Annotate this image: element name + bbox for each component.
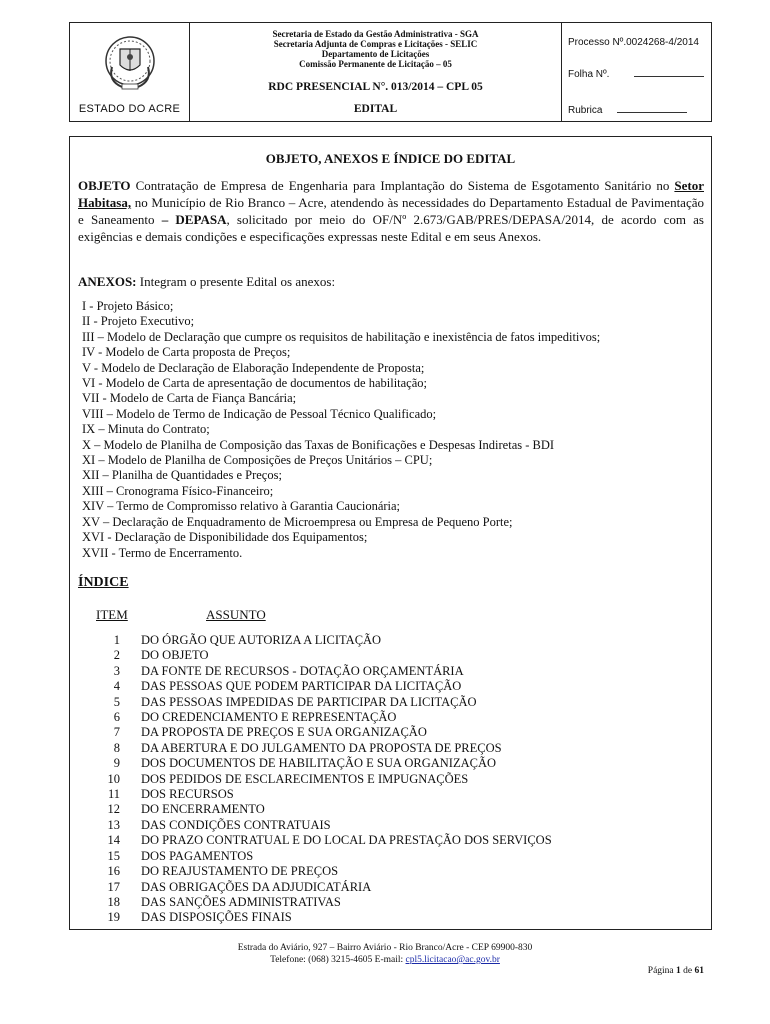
indice-title: ÍNDICE: [78, 575, 129, 590]
indice-item-number: 9: [113, 756, 120, 771]
indice-item-number: 14: [107, 833, 120, 848]
indice-item-number: 3: [113, 663, 120, 678]
anexos-label: ANEXOS:: [78, 274, 137, 289]
indice-row: [90, 833, 552, 848]
anexo-item: XIV – Termo de Compromisso relativo à Garantia Caucionária;: [82, 499, 401, 514]
indice-item-subject: DO PRAZO CONTRATUAL E DO LOCAL DA PRESTAÇÃO DOS SERVIÇOS: [141, 833, 552, 848]
item-column-header: ITEM: [96, 607, 128, 622]
indice-item-number: 18: [107, 894, 120, 909]
anexo-item: XVI - Declaração de Disponibilidade dos Equipamentos;: [82, 530, 368, 545]
indice-item-subject: DA PROPOSTA DE PREÇOS E SUA ORGANIZAÇÃO: [141, 725, 427, 740]
indice-item-subject: DAS OBRIGAÇÕES DA ADJUDICATÁRIA: [141, 879, 372, 894]
header-line-department: Departamento de Licitações: [321, 49, 430, 59]
state-emblem-cell: [70, 23, 190, 121]
acre-coat-of-arms-icon: [104, 35, 156, 95]
indice-row: [90, 910, 552, 925]
anexo-item: I - Projeto Básico;: [82, 299, 174, 313]
edital-body-box: [69, 136, 712, 930]
footer-phone: Telefone: (068) 3215-4605 E-mail:: [270, 955, 406, 965]
indice-row: [90, 849, 552, 864]
anexo-item: VI - Modelo de Carta de apresentação de documentos de habilitação;: [82, 376, 428, 391]
process-info-cell: [562, 23, 711, 121]
anexo-item: VIII – Modelo de Termo de Indicação de Pessoal Técnico Qualificado;: [82, 406, 437, 421]
indice-row: [90, 679, 552, 694]
indice-item-number: 6: [113, 710, 120, 725]
indice-item-number: 11: [107, 787, 120, 802]
indice-item-number: 8: [113, 740, 120, 755]
rubrica-field: [568, 103, 687, 116]
objeto-setor: Setor Habitasa,: [78, 178, 704, 210]
footer-address: Estrada do Aviário, 927 – Bairro Aviário - Rio Branco/Acre - CEP 69900-830: [237, 943, 533, 953]
anexos-list: [82, 299, 600, 561]
anexo-item: XV – Declaração de Enquadramento de Microempresa ou Empresa de Pequeno Porte;: [82, 514, 513, 529]
anexo-item: VII - Modelo de Carta de Fiança Bancária;: [82, 391, 297, 406]
anexos-intro-text: Integram o presente Edital os anexos:: [136, 274, 336, 289]
indice-item-subject: DOS DOCUMENTOS DE HABILITAÇÃO E SUA ORGANIZAÇÃO: [141, 756, 497, 771]
state-name: ESTADO DO ACRE: [78, 103, 181, 115]
indice-item-number: 10: [107, 771, 120, 786]
indice-item-subject: DAS PESSOAS IMPEDIDAS DE PARTICIPAR DA LICITAÇÃO: [141, 694, 477, 709]
anexo-item: III – Modelo de Declaração que cumpre os requisitos de habilitação e inexistência de fatos impeditivos;: [82, 329, 601, 344]
indice-item-subject: DAS PESSOAS QUE PODEM PARTICIPAR DA LICITAÇÃO: [141, 679, 462, 694]
header-line-sga: Secretaria de Estado da Gestão Administrativa - SGA: [272, 29, 479, 39]
objeto-text-3: , solicitado por meio do OF/Nº 2.673/GAB/PRES/DEPASA/2014, de acordo com as exigências e demais condições e especificações expressas neste Edital e em seus Anexos.: [78, 212, 704, 244]
indice-item-subject: DO OBJETO: [141, 648, 209, 663]
page-prefix: Página: [647, 966, 677, 976]
indice-row: [90, 710, 552, 725]
section-title: OBJETO, ANEXOS E ÍNDICE DO EDITAL: [265, 151, 516, 166]
page-number: [648, 966, 704, 976]
anexo-item: IV - Modelo de Carta proposta de Preços;: [82, 345, 291, 360]
indice-row: [90, 772, 552, 787]
indice-row: [90, 895, 552, 910]
anexo-item: IX – Minuta do Contrato;: [82, 422, 210, 437]
indice-item-subject: DA FONTE DE RECURSOS - DOTAÇÃO ORÇAMENTÁRIA: [141, 663, 464, 678]
indice-item-subject: DA ABERTURA E DO JULGAMENTO DA PROPOSTA DE PREÇOS: [141, 740, 502, 755]
rdc-number: RDC PRESENCIAL N°. 013/2014 – CPL 05: [268, 81, 483, 93]
anexo-item: XII – Planilha de Quantidades e Preços;: [82, 468, 282, 483]
indice-row: [90, 725, 552, 740]
indice-row: [90, 818, 552, 833]
indice-item-number: 17: [107, 879, 120, 894]
indice-item-number: 13: [107, 817, 120, 832]
anexo-item: II - Projeto Executivo;: [82, 314, 195, 329]
page-total: 61: [694, 966, 704, 976]
footer-contact: [0, 955, 770, 966]
indice-item-subject: DO REAJUSTAMENTO DE PREÇOS: [141, 864, 339, 879]
objeto-paragraph: [78, 177, 704, 245]
indice-item-number: 7: [113, 725, 120, 740]
indice-item-subject: DAS DISPOSIÇÕES FINAIS: [141, 910, 292, 925]
indice-item-subject: DOS PAGAMENTOS: [141, 848, 254, 863]
indice-item-subject: DO ENCERRAMENTO: [141, 802, 265, 817]
indice-item-subject: DOS RECURSOS: [141, 787, 234, 802]
indice-item-number: 1: [113, 633, 120, 647]
indice-row: [90, 741, 552, 756]
anexo-item: XI – Modelo de Planilha de Composições de Preços Unitários – CPU;: [82, 453, 433, 468]
footer-email-link[interactable]: cpl5.licitacao@ac.gov.br: [405, 955, 500, 965]
page-current: 1: [676, 966, 681, 976]
indice-row: [90, 695, 552, 710]
indice-item-number: 16: [107, 864, 120, 879]
folha-label: Folha Nº.: [568, 69, 610, 80]
indice-item-number: 15: [107, 848, 120, 863]
indice-row: [90, 880, 552, 895]
folha-field: [568, 67, 704, 80]
anexos-intro: [78, 273, 704, 290]
indice-row: [90, 756, 552, 771]
indice-item-subject: DO ÓRGÃO QUE AUTORIZA A LICITAÇÃO: [141, 633, 382, 647]
header-line-commission: Comissão Permanente de Licitação – 05: [299, 59, 452, 69]
indice-item-number: 4: [113, 679, 120, 694]
indice-item-number: 19: [107, 910, 120, 925]
header-line-selic: Secretaria Adjunta de Compras e Licitações - SELIC: [273, 39, 478, 49]
objeto-text-2: no Município de Rio Branco – Acre, atendendo às necessidades do Departamento Estadual de Pavimentação e Saneamento: [78, 195, 704, 227]
folha-blank-line: [634, 67, 704, 77]
objeto-depasa: – DEPASA: [161, 212, 227, 227]
indice-list: [90, 633, 552, 926]
edital-label: EDITAL: [353, 103, 398, 115]
indice-row: [90, 802, 552, 817]
rubrica-blank-line: [617, 103, 687, 113]
document-header: [69, 22, 712, 122]
indice-row: [90, 664, 552, 679]
anexo-item: XVII - Termo de Encerramento.: [82, 545, 243, 560]
objeto-label: OBJETO: [78, 178, 131, 193]
indice-item-subject: DAS SANÇÕES ADMINISTRATIVAS: [141, 894, 341, 909]
anexo-item: X – Modelo de Planilha de Composição das Taxas de Bonificações e Despesas Indiretas - BDI: [82, 437, 555, 452]
indice-item-number: 12: [107, 802, 120, 817]
assunto-column-header: ASSUNTO: [206, 607, 266, 622]
header-title-cell: [190, 23, 562, 121]
indice-row: [90, 633, 552, 648]
objeto-text-1: Contratação de Empresa de Engenharia para Implantação do Sistema de Esgotamento Sanitário no: [130, 178, 675, 193]
indice-item-subject: DOS PEDIDOS DE ESCLARECIMENTOS E IMPUGNAÇÕES: [141, 771, 469, 786]
indice-row: [90, 787, 552, 802]
indice-item-subject: DAS CONDIÇÕES CONTRATUAIS: [141, 817, 331, 832]
rubrica-label: Rubrica: [568, 105, 603, 116]
indice-row: [90, 648, 552, 663]
anexo-item: V - Modelo de Declaração de Elaboração Independente de Proposta;: [82, 360, 425, 375]
indice-item-number: 2: [113, 648, 120, 663]
anexo-item: XIII – Cronograma Físico-Financeiro;: [82, 483, 274, 498]
page-mid: de: [680, 966, 695, 976]
indice-item-subject: DO CREDENCIAMENTO E REPRESENTAÇÃO: [141, 710, 397, 725]
process-number: Processo Nº.0024268-4/2014: [568, 37, 699, 48]
indice-row: [90, 864, 552, 879]
indice-item-number: 5: [113, 694, 120, 709]
